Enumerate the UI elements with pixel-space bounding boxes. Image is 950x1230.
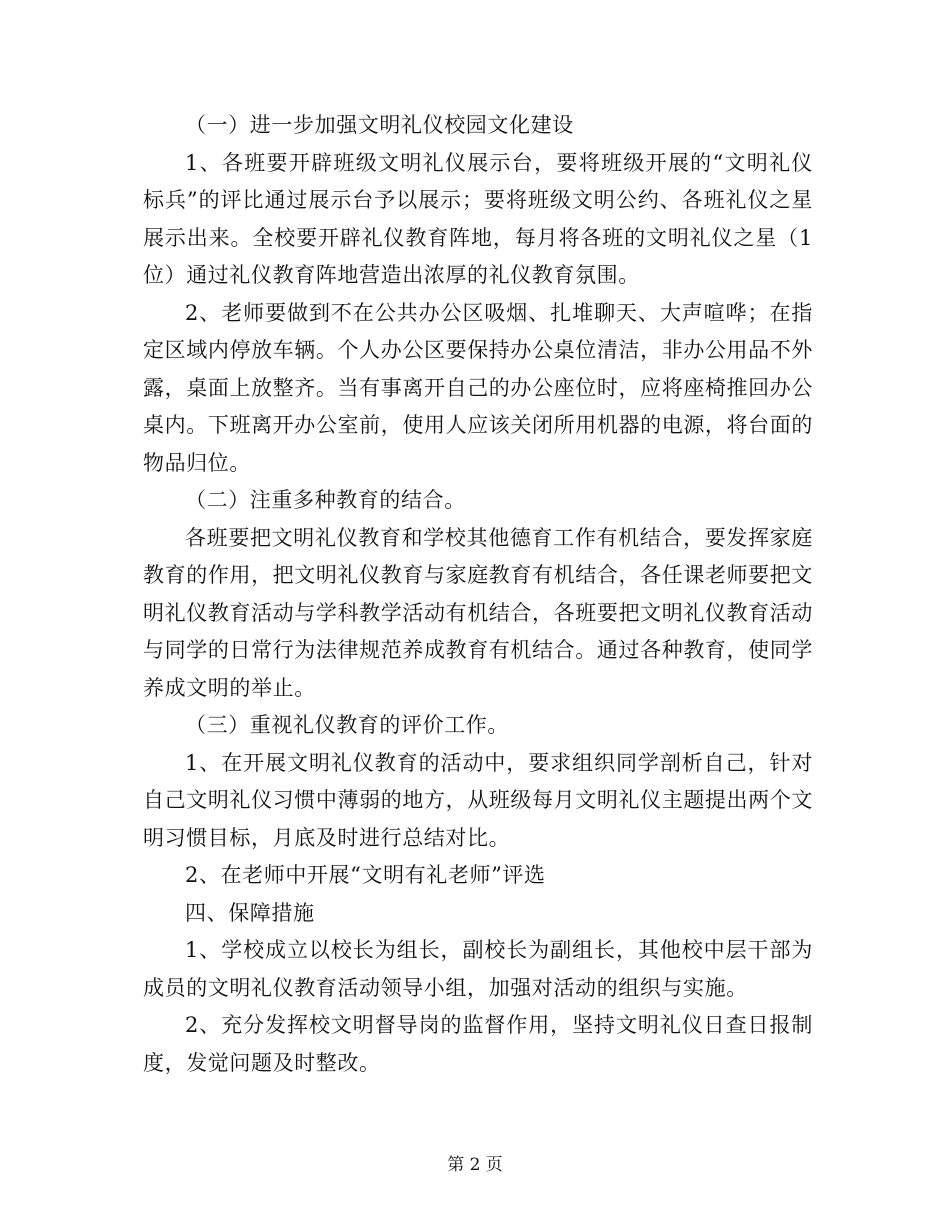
- paragraph-3: 各班要把文明礼仪教育和学校其他德育工作有机结合，要发挥家庭教育的作用，把文明礼仪教育与家庭教育有机结合，各任课老师要把文明礼仪教育活动与学科教学活动有机结合，各班要把文明礼仪教育活动与同学的日常行为法律规范养成教育有机结合。通过各种教育，使同学养成文明的举止。: [143, 525, 813, 700]
- paragraph-7: 2、充分发挥校文明督导岗的监督作用，坚持文明礼仪日查日报制度，发觉问题及时整改。: [143, 1013, 813, 1075]
- paragraph-5: 2、在老师中开展“文明有礼老师”评选: [185, 863, 546, 887]
- section-heading-1: （一）进一步加强文明礼仪校园文化建设: [185, 113, 574, 137]
- section-heading-4: 四、保障措施: [185, 900, 315, 925]
- paragraph-6: 1、学校成立以校长为组长，副校长为副组长，其他校中层干部为成员的文明礼仪教育活动领导小组，加强对活动的组织与实施。: [143, 938, 813, 1000]
- paragraph-4: 1、在开展文明礼仪教育的活动中，要求组织同学剖析自己，针对自己文明礼仪习惯中薄弱的地方，从班级每月文明礼仪主题提出两个文明习惯目标，月底及时进行总结对比。: [143, 750, 813, 850]
- document-body: [143, 107, 813, 1082]
- paragraph-2: 2、老师要做到不在公共办公区吸烟、扎堆聊天、大声喧哗；在指定区域内停放车辆。个人办公区要保持办公桌位清洁，非办公用品不外露，桌面上放整齐。当有事离开自己的办公座位时，应将座椅推回办公桌内。下班离开办公室前，使用人应该关闭所用机器的电源，将台面的物品归位。: [143, 300, 813, 475]
- section-heading-2: （二）注重多种教育的结合。: [185, 488, 466, 512]
- section-heading-3: （三）重视礼仪教育的评价工作。: [185, 713, 509, 737]
- paragraph-1: 1、各班要开辟班级文明礼仪展示台，要将班级开展的“文明礼仪标兵”的评比通过展示台予以展示；要将班级文明公约、各班礼仪之星展示出来。全校要开辟礼仪教育阵地，每月将各班的文明礼仪之星（1位）通过礼仪教育阵地营造出浓厚的礼仪教育氛围。: [143, 150, 813, 287]
- page-number: 第 2 页: [447, 1155, 503, 1175]
